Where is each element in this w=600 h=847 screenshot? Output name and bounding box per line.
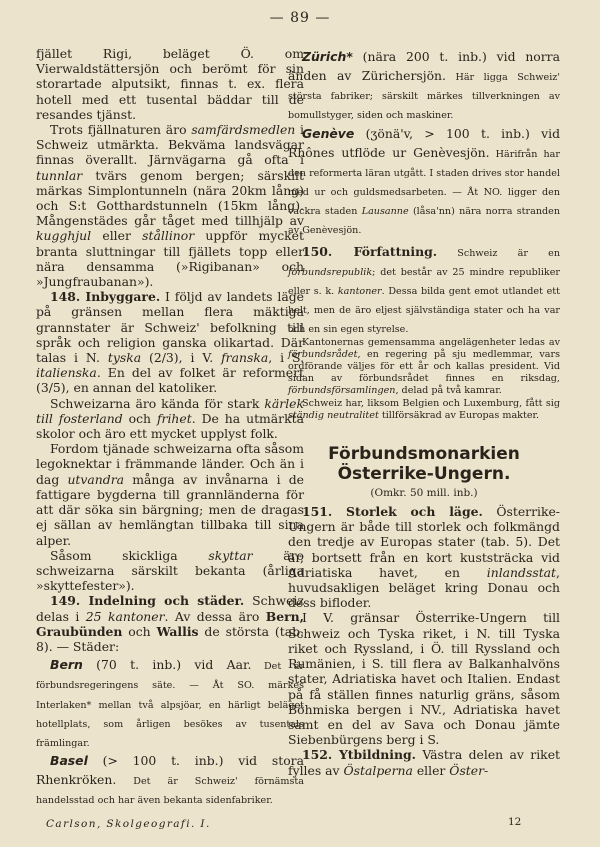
paragraph-transport: Trots fjällnaturen äro samfärdsmedlen i Schweiz utmärkta. Bekväma landsvägar finnas överallt. Järnvägarna gå ofta i tunnlar tvärs genom bergen; särskilt märkas Simplontunneln (nära 20km lång) och S:t Gotthardstunneln (15km lång). Mångenstädes går tåget med tillhjälp av kugghjul eller stållinor uppför mycket branta sluttningar till fjällets topp eller nära densamma (»Rigibanan» och »Jungfraubanan»). xyxy=(36,122,305,290)
section-heading: 152. Ytbildning. xyxy=(302,747,416,763)
footer-source: Carlson, Skolgeografi. I. xyxy=(46,818,211,830)
section-title: Förbundsmonarkien xyxy=(328,444,520,465)
right-column xyxy=(288,46,560,778)
paragraph-bern: Bern (70 t. inb.) vid Aar. Det är förbundsregeringens säte. — Åt SO. märkes Interlaken* mellan två alpsjöar, en härligt beläget hotellplats, som årligen besökes av tusentals främlingar. xyxy=(36,657,304,749)
paragraph-zurich: Zürich* (nära 200 t. inb.) vid norra änden av Zürichersjön. Här ligga Schweiz' största fabriker; särskilt märkes tillverkningen av bomullstyger, siden och maskiner. xyxy=(288,49,560,122)
section-subtitle: (Omkr. 50 mill. inb.) xyxy=(370,487,478,500)
section-heading: 148. Inbyggare. xyxy=(50,289,161,305)
paragraph-basel: Basel (> 100 t. inb.) vid stora Rhenkröken. Det är Schweiz' förnämsta handelsstad och har även bekanta sidenfabriker. xyxy=(36,753,304,807)
paragraph-emigration: Fordom tjänade schweizarna ofta såsom legoknektar i främmande länder. Och än i dag utvandra många av invånarna i de fattigare bygderna till grannländerna för att där söka sin bärgning; men de dragas ej sällan av hemlängtan tillbaka till sina alper. xyxy=(36,441,304,548)
section-151-size: 151. Storlek och läge. Österrike-Ungern är både till storlek och folkmängd den tredje av Europas stater (tab. 5). Det är, bortsett från en kort kuststräcka vid Adriatiska havet, en inlandsstat, huvudsakligen beläget kring Donau och dess bifloder. xyxy=(288,504,560,611)
section-152-relief: 152. Ytbildning. Västra delen av riket fylles av Östalperna eller Öster- xyxy=(288,747,561,778)
paragraph-marksmen: Såsom skickliga skyttar äro schweizarna särskilt bekanta (årliga »skyttefester»). xyxy=(36,547,304,594)
footer-sheet-number: 12 xyxy=(508,816,522,828)
paragraph-neutrality: Schweiz har, liksom Belgien och Luxemburg, fått sig ständig neutralitet tillförsäkrad av Europas makter. xyxy=(288,397,560,421)
paragraph-federal-council: Kantonernas gemensamma angelägenheter ledas av förbundsrådet, en regering på sju medlemmar, vars ordförande väljes för ett år och kallas president. Vid sidan av förbundsrådet finnes en riksdag, förbundsförsamlingen, delad på två kamrar. xyxy=(288,336,560,397)
paragraph-rigi: fjället Rigi, beläget Ö. om Vierwaldstättersjön och berömt för sin storartade alputsikt, finnas t. ex. flera hotell med ett tusental bäddar till de resandes tjänst. xyxy=(36,46,304,122)
paragraph-patriotism: Schweizarna äro kända för stark kärlek till fosterland och frihet. De ha utmärkta skolor och äro ett mycket upplyst folk. xyxy=(36,395,304,442)
section-148-inhabitants: 148. Inbyggare. I följd av landets läge på gränsen mellan flera mäktiga grannstater är Schweiz' befolkning till språk och religion ganska olikartad. Där talas i N. tyska (2/3), i V. franska, i S. italienska. En del av folket är reformert (3/5), en annan del katoliker. xyxy=(36,289,305,396)
section-149-divisions: 149. Indelning och städer. Schweiz delas i 25 kantoner. Av dessa äro Bern, Graubünden och Wallis de största (tab. 8). — Städer: xyxy=(36,593,304,654)
section-heading: 149. Indelning och städer. xyxy=(50,593,245,609)
page-number: — 89 — xyxy=(269,10,331,26)
paragraph-borders: I V. gränsar Österrike-Ungern till Schweiz och Tyska riket, i N. till Tyska riket och Ryssland, i Ö. till Ryssland och Rumänien, i S. till flera av Balkanhalvöns stater, Adriatiska havet och Italien. Endast på få ställen finnes naturlig gräns, såsom Böhmiska bergen i NV., Adriatiska havet samt en del av Sava och Donau jämte Siebenbürgens berg i S. xyxy=(288,610,560,748)
section-heading: 151. Storlek och läge. xyxy=(302,504,483,520)
section-150-constitution: 150. Författning. Schweiz är en förbundsrepublik; det består av 25 mindre republiker eller s. k. kantoner. Dessa bilda gent emot utlandet ett helt, men de äro eljest självständiga stater och ha var och en sin egen styrelse. xyxy=(288,243,560,336)
section-title-country: Österrike-Ungern. xyxy=(337,464,511,485)
section-heading: 150. Författning. xyxy=(302,243,438,259)
left-column xyxy=(36,46,304,808)
paragraph-geneve: Genève (ʒönä'v, > 100 t. inb.) vid Rhônes utflöde ur Genèvesjön. Härifrån har den reformerta läran utgått. I staden drives stor handel med ur och guldsmedsarbeten. — Åt NO. ligger den vackra staden Lausanne (låsa'nn) nära norra stranden av Genèvesjön. xyxy=(288,125,561,237)
